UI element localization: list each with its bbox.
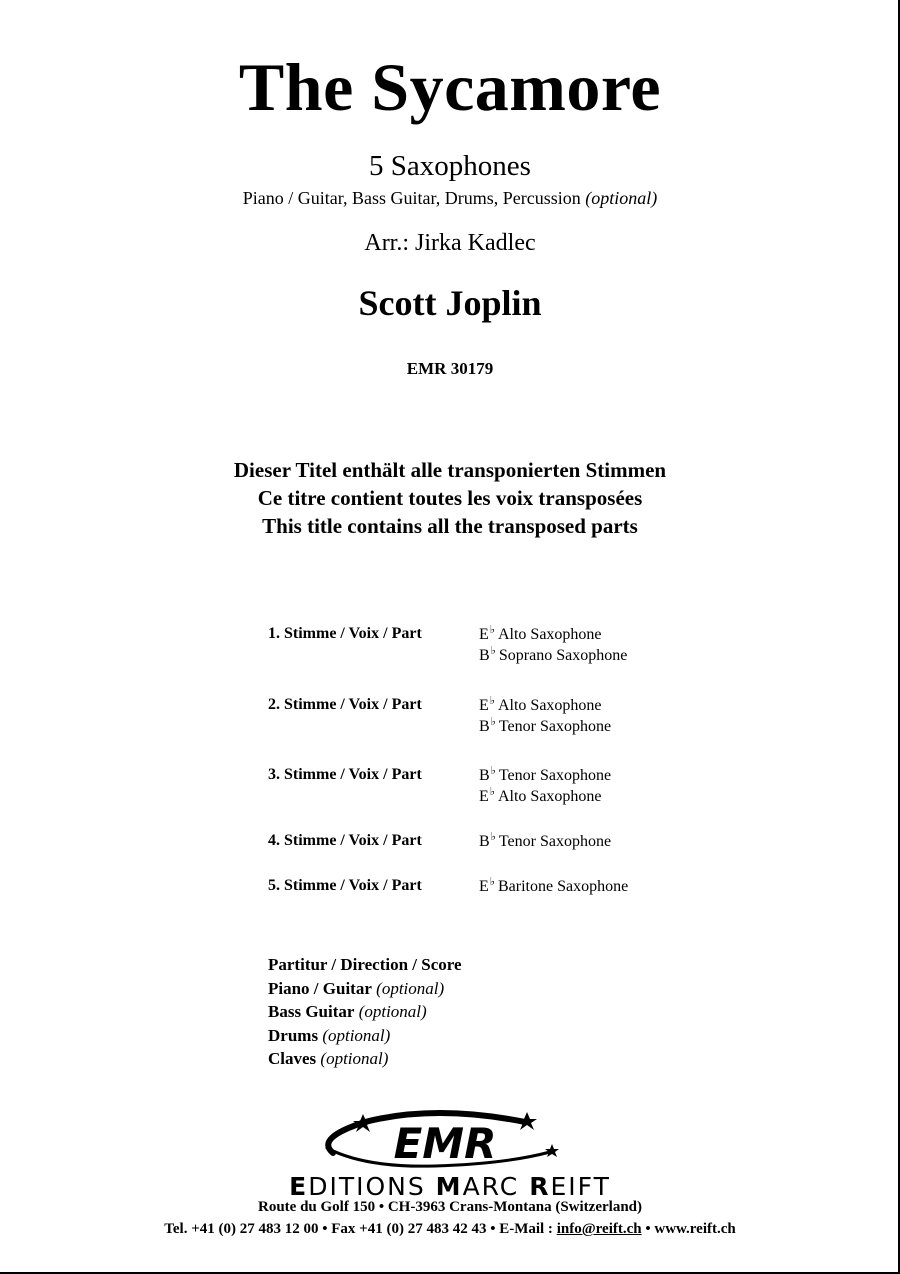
part-instruments: [479, 696, 611, 738]
accompaniment-text: Piano / Guitar, Bass Guitar, Drums, Percussion: [242, 188, 581, 208]
emr-logo: [305, 1108, 565, 1174]
flat-symbol: ♭: [489, 786, 495, 798]
logo-text: EMR: [393, 1119, 497, 1168]
flat-symbol: ♭: [490, 765, 496, 777]
instrument: B♭ Tenor Saxophone: [479, 831, 612, 850]
score-item: Piano / Guitar (optional): [268, 978, 445, 998]
flat-symbol: ♭: [489, 624, 495, 636]
part-instruments: [479, 832, 611, 853]
score-list: [268, 953, 462, 1071]
notice-line-de: Dieser Titel enthält alle transponierten Stimmen: [233, 458, 667, 482]
score-item: Drums (optional): [268, 1025, 391, 1045]
score-item: Bass Guitar (optional): [268, 1002, 427, 1021]
flat-symbol: ♭: [490, 645, 496, 657]
accompaniment: [0, 188, 900, 209]
piece-title: The Sycamore: [238, 49, 662, 125]
instrument: E♭ Alto Saxophone: [479, 695, 602, 714]
instrument: E♭ Alto Saxophone: [479, 624, 602, 643]
notice-line-fr: Ce titre contient toutes les voix transposées: [257, 486, 643, 510]
part-instruments: [479, 877, 628, 898]
flat-symbol: ♭: [490, 831, 496, 843]
score-item: Partitur / Direction / Score: [268, 955, 462, 974]
publisher-name: EDITIONS MARC REIFT: [289, 1172, 611, 1201]
part-label: 2. Stimme / Voix / Part: [268, 696, 422, 713]
notice-line-en: This title contains all the transposed parts: [262, 514, 638, 538]
part-label: 5. Stimme / Voix / Part: [268, 877, 422, 894]
part-label: 1. Stimme / Voix / Part: [268, 625, 422, 642]
star-icon: [353, 1114, 373, 1132]
accompaniment-optional: (optional): [585, 188, 658, 208]
score-item: Claves (optional): [268, 1049, 389, 1068]
composer: Scott Joplin: [358, 283, 542, 323]
part-instruments: [479, 766, 611, 808]
transposed-parts-notice: [0, 456, 900, 540]
flat-symbol: ♭: [490, 716, 496, 728]
star-icon: [545, 1144, 559, 1157]
instrument: B♭ Soprano Saxophone: [479, 645, 628, 664]
star-icon: [517, 1112, 537, 1130]
flat-symbol: ♭: [489, 695, 495, 707]
instrumentation: 5 Saxophones: [369, 150, 531, 182]
flat-symbol: ♭: [489, 876, 495, 888]
publisher-contact: Tel. +41 (0) 27 483 12 00 • Fax +41 (0) 27 483 42 43 • E-Mail : info@reift.ch • www.reift.ch: [164, 1221, 736, 1237]
instrument: B♭ Tenor Saxophone: [479, 765, 612, 784]
part-label: 4. Stimme / Voix / Part: [268, 832, 422, 849]
catalog-number: EMR 30179: [406, 359, 494, 378]
arranger: Arr.: Jirka Kadlec: [364, 230, 536, 256]
publisher-address: Route du Golf 150 • CH-3963 Crans-Montana (Switzerland): [258, 1199, 642, 1215]
instrument: E♭ Baritone Saxophone: [479, 876, 629, 895]
email-link[interactable]: info@reift.ch: [556, 1221, 642, 1237]
instrument: E♭ Alto Saxophone: [479, 786, 602, 805]
part-instruments: [479, 625, 627, 667]
instrument: B♭ Tenor Saxophone: [479, 716, 612, 735]
part-label: 3. Stimme / Voix / Part: [268, 766, 422, 783]
